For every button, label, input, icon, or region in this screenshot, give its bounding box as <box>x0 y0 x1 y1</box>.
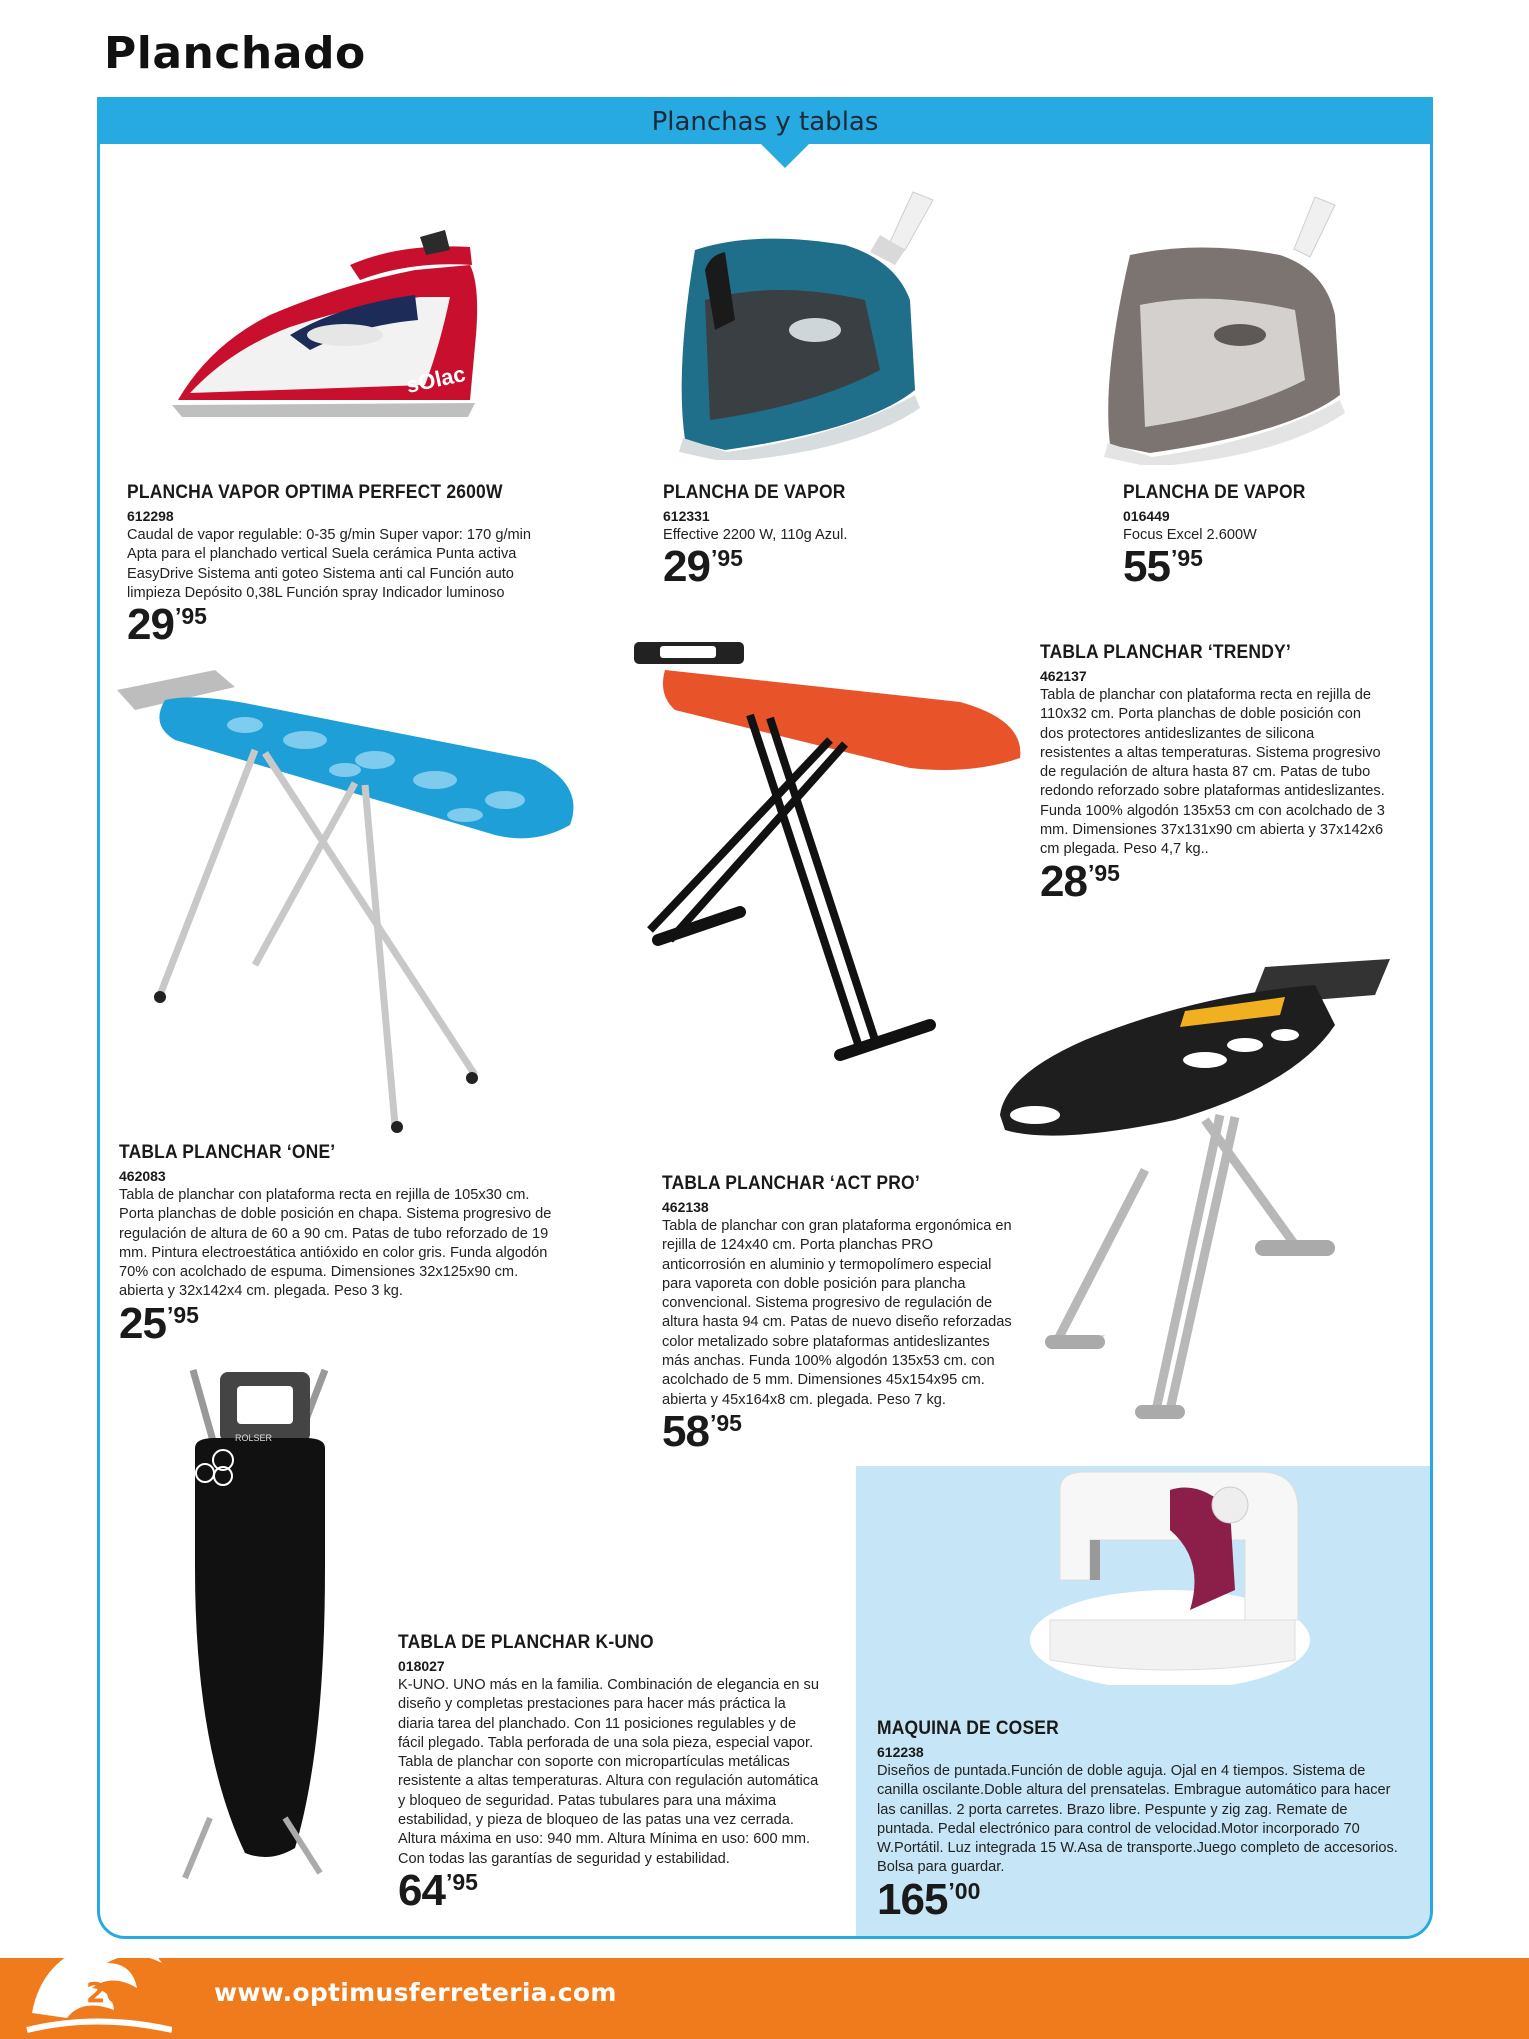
price-integer: 25 <box>119 1298 166 1348</box>
product-iron-optima <box>127 482 547 650</box>
section-title: Planchas y tablas <box>651 107 879 137</box>
product-price <box>119 1298 559 1348</box>
product-description: Caudal de vapor regulable: 0-35 g/min Super vapor: 170 g/min Apta para el planchado vertical Suela cerámica Punta activa EasyDrive Sistema anti goteo Sistema anti cal Función auto limpieza Depósito 0,38L Función spray Indicador luminoso <box>127 527 532 601</box>
product-ref: 612238 <box>877 1744 924 1760</box>
section-header-notch <box>761 144 809 168</box>
product-price <box>1123 542 1403 592</box>
product-description: Effective 2200 W, 110g Azul. <box>663 527 848 543</box>
solac-logo-text: sOlac <box>403 360 468 398</box>
price-decimal: ’95 <box>1170 545 1203 572</box>
price-integer: 64 <box>398 1865 445 1915</box>
product-name: TABLA DE PLANCHAR K-UNO <box>398 1632 654 1653</box>
price-integer: 29 <box>127 600 174 650</box>
iron-focus-image <box>1090 195 1370 465</box>
product-ref: 016449 <box>1123 508 1170 524</box>
product-name: PLANCHA DE VAPOR <box>1123 482 1306 503</box>
price-decimal: ’95 <box>174 603 207 630</box>
board-one-image <box>115 665 580 1135</box>
product-description: K-UNO. UNO más en la familia. Combinación de elegancia en su diseño y completas prestaciones para hacer más práctica la diaria tarea del planchado. Con 11 posiciones regulables y de fácil plegado. Tabla perforada de una sola pieza, especial vapor. Tabla de planchar con soporte con micropartículas metálicas resistente a altas temperaturas. Altura con regulación automática y bloqueo de seguridad. Patas tubulares para una máxima estabilidad, y pieza de bloqueo de las patas una vez cerrada. Altura máxima en uso: 940 mm. Altura Mínima en uso: 600 mm. Con todas las garantías de seguridad y estabilidad. <box>398 1677 819 1867</box>
iron-optima-image <box>170 225 500 425</box>
product-name: MAQUINA DE COSER <box>877 1718 1059 1739</box>
board-kuno-image <box>175 1368 335 1888</box>
product-ref: 612298 <box>127 508 174 524</box>
price-decimal: ’00 <box>948 1877 981 1904</box>
product-sewing-machine <box>877 1718 1407 1922</box>
product-iron-effective <box>663 482 963 592</box>
product-description: Tabla de planchar con plataforma recta en rejilla de 105x30 cm. Porta planchas de doble posición en chapa. Sistema progresivo de regulación de altura de 60 a 90 cm. Patas de tubo reforzado de 19 mm. Pintura electroestática antióxido en color gris. Funda algodón 70% con acolchado de espuma. Dimensiones 32x125x90 cm. abierta y 32x142x4 cm. plegada. Peso 3 kg. <box>119 1187 552 1300</box>
page-title: Planchado <box>104 28 366 79</box>
product-ref: 612331 <box>663 508 710 524</box>
product-board-actpro <box>662 1173 1012 1454</box>
price-decimal: ’95 <box>1087 859 1120 886</box>
price-integer: 28 <box>1040 856 1087 906</box>
product-name: PLANCHA DE VAPOR <box>663 482 846 503</box>
product-price <box>1040 856 1385 906</box>
product-price <box>398 1865 823 1915</box>
product-board-trendy <box>1040 642 1385 904</box>
product-price <box>877 1874 1407 1924</box>
price-integer: 55 <box>1123 542 1170 592</box>
product-price <box>127 600 547 650</box>
section-header-bar <box>100 100 1430 144</box>
price-decimal: ’95 <box>709 1409 742 1436</box>
price-integer: 29 <box>663 542 710 592</box>
sewing-machine-image <box>1030 1470 1310 1685</box>
product-iron-focus <box>1123 482 1403 592</box>
product-ref: 462083 <box>119 1168 166 1184</box>
product-board-kuno <box>398 1632 823 1913</box>
product-price <box>662 1406 1012 1456</box>
price-integer: 58 <box>662 1406 709 1456</box>
price-decimal: ’95 <box>710 545 743 572</box>
product-name: TABLA PLANCHAR ‘TRENDY’ <box>1040 642 1291 663</box>
product-ref: 462137 <box>1040 668 1087 684</box>
product-description: Tabla de planchar con plataforma recta en rejilla de 110x32 cm. Porta planchas de doble posición con dos protectores antideslizantes de silicona resistentes a altas temperaturas. Sistema progresivo de regulación de altura hasta 87 cm. Patas de tubo redondo reforzado sobre plataformas antideslizantes. Funda 100% algodón 135x53 cm con acolchado de 3 mm. Dimensiones 37x131x90 cm abierta y 37x142x6 cm plegada. Peso 4,7 kg.. <box>1040 687 1385 858</box>
rolser-logo-text: ROLSER <box>235 1433 273 1443</box>
product-board-one <box>119 1142 559 1346</box>
product-price <box>663 542 963 592</box>
board-actpro-image <box>995 955 1395 1425</box>
product-description: Tabla de planchar con gran plataforma ergonómica en rejilla de 124x40 cm. Porta planchas PRO anticorrosión en aluminio y termopolímero especial para vaporeta con doble posición para plancha convencional. Sistema progresivo de regulación de altura hasta 94 cm. Patas de nuevo diseño reforzadas color metalizado sobre plataformas antideslizantes más anchas. Funda 100% algodón 135x53 cm. con acolchado de 5 mm. Dimensiones 45x154x95 cm. abierta y 45x164x8 cm. plegada. Peso 7 kg. <box>662 1218 1012 1408</box>
price-integer: 165 <box>877 1874 948 1924</box>
product-name: PLANCHA VAPOR OPTIMA PERFECT 2600W <box>127 482 503 503</box>
board-trendy-image <box>630 640 1030 1070</box>
product-ref: 018027 <box>398 1658 445 1674</box>
price-decimal: ’95 <box>166 1301 199 1328</box>
product-ref: 462138 <box>662 1199 709 1215</box>
website-link[interactable]: www.optimusferreteria.com <box>214 1978 617 2007</box>
product-name: TABLA PLANCHAR ‘ACT PRO’ <box>662 1173 920 1194</box>
price-decimal: ’95 <box>445 1868 478 1895</box>
product-description: Diseños de puntada.Función de doble aguja. Ojal en 4 tiempos. Sistema de canilla oscilante.Doble altura del prensatelas. Embrague automático para hacer las canillas. 2 porta carretes. Brazo libre. Pespunte y zig zag. Remate de puntada. Pedal electrónico para control de velocidad.Motor incorporado 70 W.Portátil. Luz integrada 15 W.Asa de transporte.Juego completo de accesorios. Bolsa para guardar. <box>877 1763 1398 1876</box>
iron-effective-image <box>665 190 965 460</box>
product-description: Focus Excel 2.600W <box>1123 527 1257 543</box>
page-number: 26 <box>86 1976 125 2009</box>
product-name: TABLA PLANCHAR ‘ONE’ <box>119 1142 336 1163</box>
